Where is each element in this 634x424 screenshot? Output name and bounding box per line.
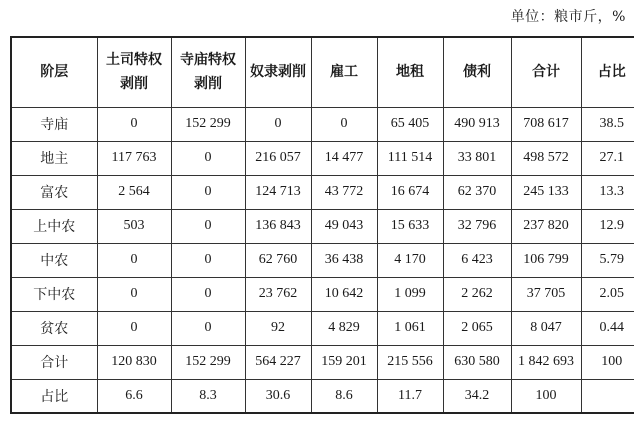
- table-cell: 13.3: [581, 175, 634, 209]
- table-cell: 16 674: [377, 175, 443, 209]
- table-cell: 159 201: [311, 345, 377, 379]
- table-cell: 2.05: [581, 277, 634, 311]
- table-cell: 11.7: [377, 379, 443, 413]
- table-cell: 30.6: [245, 379, 311, 413]
- table-cell: 23 762: [245, 277, 311, 311]
- table-row: [11, 209, 634, 243]
- row-label: 下中农: [11, 277, 97, 311]
- row-label: 富农: [11, 175, 97, 209]
- table-cell: 0: [311, 107, 377, 141]
- table-cell: 0: [171, 209, 245, 243]
- table-cell: 2 564: [97, 175, 171, 209]
- table-cell: 62 760: [245, 243, 311, 277]
- table-cell: 630 580: [443, 345, 511, 379]
- table-cell: 0: [171, 311, 245, 345]
- row-label: 占比: [11, 379, 97, 413]
- table-cell: 49 043: [311, 209, 377, 243]
- table-cell: 490 913: [443, 107, 511, 141]
- table-cell: 106 799: [511, 243, 581, 277]
- table-row: [11, 107, 634, 141]
- col-header-hired: 雇工: [311, 37, 377, 107]
- table-cell: 0: [97, 107, 171, 141]
- col-header-interest: 债利: [443, 37, 511, 107]
- table-cell: 0: [97, 243, 171, 277]
- row-label: 上中农: [11, 209, 97, 243]
- table-cell: 12.9: [581, 209, 634, 243]
- table-cell: 0: [171, 277, 245, 311]
- table-cell: 100: [511, 379, 581, 413]
- table-cell: 100: [581, 345, 634, 379]
- table-row: [11, 243, 634, 277]
- col-header-rent: 地租: [377, 37, 443, 107]
- table-cell: 8 047: [511, 311, 581, 345]
- table-cell: 237 820: [511, 209, 581, 243]
- table-cell: 92: [245, 311, 311, 345]
- table-cell: 1 061: [377, 311, 443, 345]
- table-cell: 38.5: [581, 107, 634, 141]
- table-cell: 216 057: [245, 141, 311, 175]
- table-row: [11, 311, 634, 345]
- table-cell: 564 227: [245, 345, 311, 379]
- table-cell: [581, 379, 634, 413]
- col-header-class: 阶层: [11, 37, 97, 107]
- table-cell: 33 801: [443, 141, 511, 175]
- row-label: 中农: [11, 243, 97, 277]
- table-row: [11, 379, 634, 413]
- table-cell: 0: [97, 277, 171, 311]
- table-cell: 0: [171, 141, 245, 175]
- table-cell: 36 438: [311, 243, 377, 277]
- table-cell: 152 299: [171, 345, 245, 379]
- table-cell: 708 617: [511, 107, 581, 141]
- table-row: [11, 175, 634, 209]
- table-cell: 0: [171, 243, 245, 277]
- col-header-temple: 寺庙特权 剥削: [171, 37, 245, 107]
- col-header-tusi: 土司特权 剥削: [97, 37, 171, 107]
- table-cell: 5.79: [581, 243, 634, 277]
- table-cell: 34.2: [443, 379, 511, 413]
- table-cell: 2 262: [443, 277, 511, 311]
- table-cell: 65 405: [377, 107, 443, 141]
- table-cell: 8.3: [171, 379, 245, 413]
- table-cell: 43 772: [311, 175, 377, 209]
- unit-note: 单位：粮市斤，%: [510, 9, 626, 25]
- exploitation-table: [10, 36, 634, 414]
- table-cell: 8.6: [311, 379, 377, 413]
- table-cell: 503: [97, 209, 171, 243]
- table-row: [11, 277, 634, 311]
- table-cell: 37 705: [511, 277, 581, 311]
- table-cell: 0: [171, 175, 245, 209]
- row-label: 地主: [11, 141, 97, 175]
- table-cell: 1 842 693: [511, 345, 581, 379]
- table-cell: 0: [97, 311, 171, 345]
- table-cell: 245 133: [511, 175, 581, 209]
- header-row: [11, 37, 634, 107]
- table-row: [11, 141, 634, 175]
- table-cell: 15 633: [377, 209, 443, 243]
- table-cell: 6.6: [97, 379, 171, 413]
- table-cell: 1 099: [377, 277, 443, 311]
- row-label: 贫农: [11, 311, 97, 345]
- table-cell: 152 299: [171, 107, 245, 141]
- table-cell: 4 829: [311, 311, 377, 345]
- row-label: 寺庙: [11, 107, 97, 141]
- table-cell: 0.44: [581, 311, 634, 345]
- table-cell: 136 843: [245, 209, 311, 243]
- table-cell: 498 572: [511, 141, 581, 175]
- table-cell: 62 370: [443, 175, 511, 209]
- table-cell: 32 796: [443, 209, 511, 243]
- table-cell: 6 423: [443, 243, 511, 277]
- col-header-share: 占比: [581, 37, 634, 107]
- table-cell: 2 065: [443, 311, 511, 345]
- table-cell: 117 763: [97, 141, 171, 175]
- table-cell: 14 477: [311, 141, 377, 175]
- table-cell: 111 514: [377, 141, 443, 175]
- table-cell: 0: [245, 107, 311, 141]
- table-cell: 10 642: [311, 277, 377, 311]
- col-header-total: 合计: [511, 37, 581, 107]
- table-row: [11, 345, 634, 379]
- table-cell: 215 556: [377, 345, 443, 379]
- table-cell: 124 713: [245, 175, 311, 209]
- col-header-slave: 奴隶剥削: [245, 37, 311, 107]
- row-label: 合计: [11, 345, 97, 379]
- table-cell: 4 170: [377, 243, 443, 277]
- table-cell: 27.1: [581, 141, 634, 175]
- table-cell: 120 830: [97, 345, 171, 379]
